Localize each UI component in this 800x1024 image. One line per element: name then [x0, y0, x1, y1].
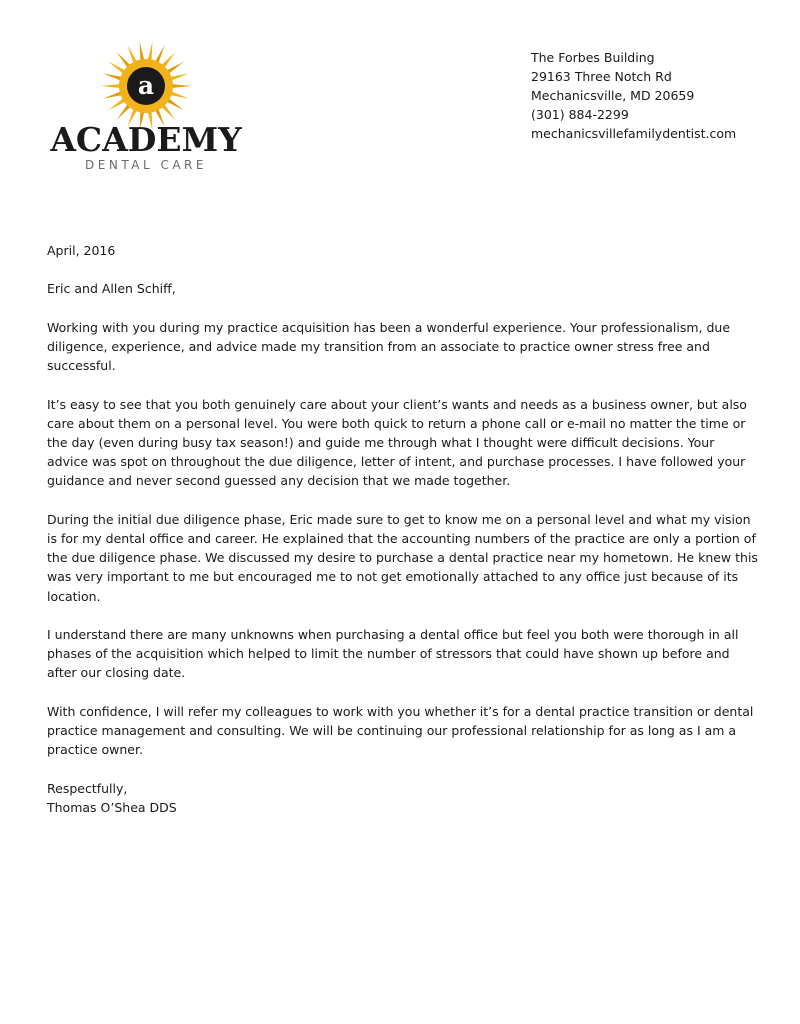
address-building: The Forbes Building [531, 50, 655, 65]
logo-letter: a [137, 71, 155, 100]
address-phone: (301) 884-2299 [531, 107, 629, 122]
academy-dental-care-logo [48, 40, 248, 180]
letter-closing-block [47, 779, 759, 817]
logo-name: ACADEMY [50, 120, 242, 159]
sunburst-logo-icon [100, 40, 192, 132]
logo-subtitle: DENTAL CARE [85, 158, 207, 172]
practice-address-block [531, 48, 736, 143]
letter-paragraph: During the initial due diligence phase, Eric made sure to get to know me on a personal level and what my vision is for my dental office and career. He explained that the accounting numbers of the practice are only a portion of the due diligence phase. We discussed my desire to purchase a dental practice near my hometown. He knew this was very important to me but encouraged me to not get emotionally attached to any office just because of its location. [47, 511, 758, 604]
letter-paragraph: Working with you during my practice acquisition has been a wonderful experience. Your professionalism, due diligence, experience, and advice made my transition from an associate to practice owner stress free and successful. [47, 319, 731, 374]
letter-body [47, 241, 759, 817]
letter-paragraph: With confidence, I will refer my colleagues to work with you whether it’s for a dental practice transition or dental practice management and consulting. We will be continuing our professional relationship for as long as I am a practice owner. [47, 703, 754, 758]
address-city: Mechanicsville, MD 20659 [531, 88, 695, 103]
letter-paragraph: It’s easy to see that you both genuinely care about your client’s wants and needs as a business owner, but also care about them on a personal level. You were both quick to return a phone call or e-mail no matter the time or the day (even during busy tax season!) and guide me through what I thought were difficult decisions. Your advice was spot on throughout the due diligence, letter of intent, and purchase processes. I have followed your guidance and never second guessed any decision that we made together. [47, 396, 747, 489]
address-street: 29163 Three Notch Rd [531, 69, 672, 84]
letter-paragraph: I understand there are many unknowns when purchasing a dental office but feel you both were thorough in all phases of the acquisition which helped to limit the number of stressors that could have shown up before and after our closing date. [47, 626, 739, 681]
letter-closing: Respectfully, [47, 780, 128, 796]
sun-ray [170, 84, 191, 88]
letter-signature: Thomas O’Shea DDS [47, 799, 177, 815]
address-website: mechanicsvillefamilydentist.com [531, 126, 737, 141]
sun-ray [101, 84, 122, 88]
letter-salutation: Eric and Allen Schiff, [47, 281, 176, 297]
letter-date: April, 2016 [47, 243, 116, 258]
